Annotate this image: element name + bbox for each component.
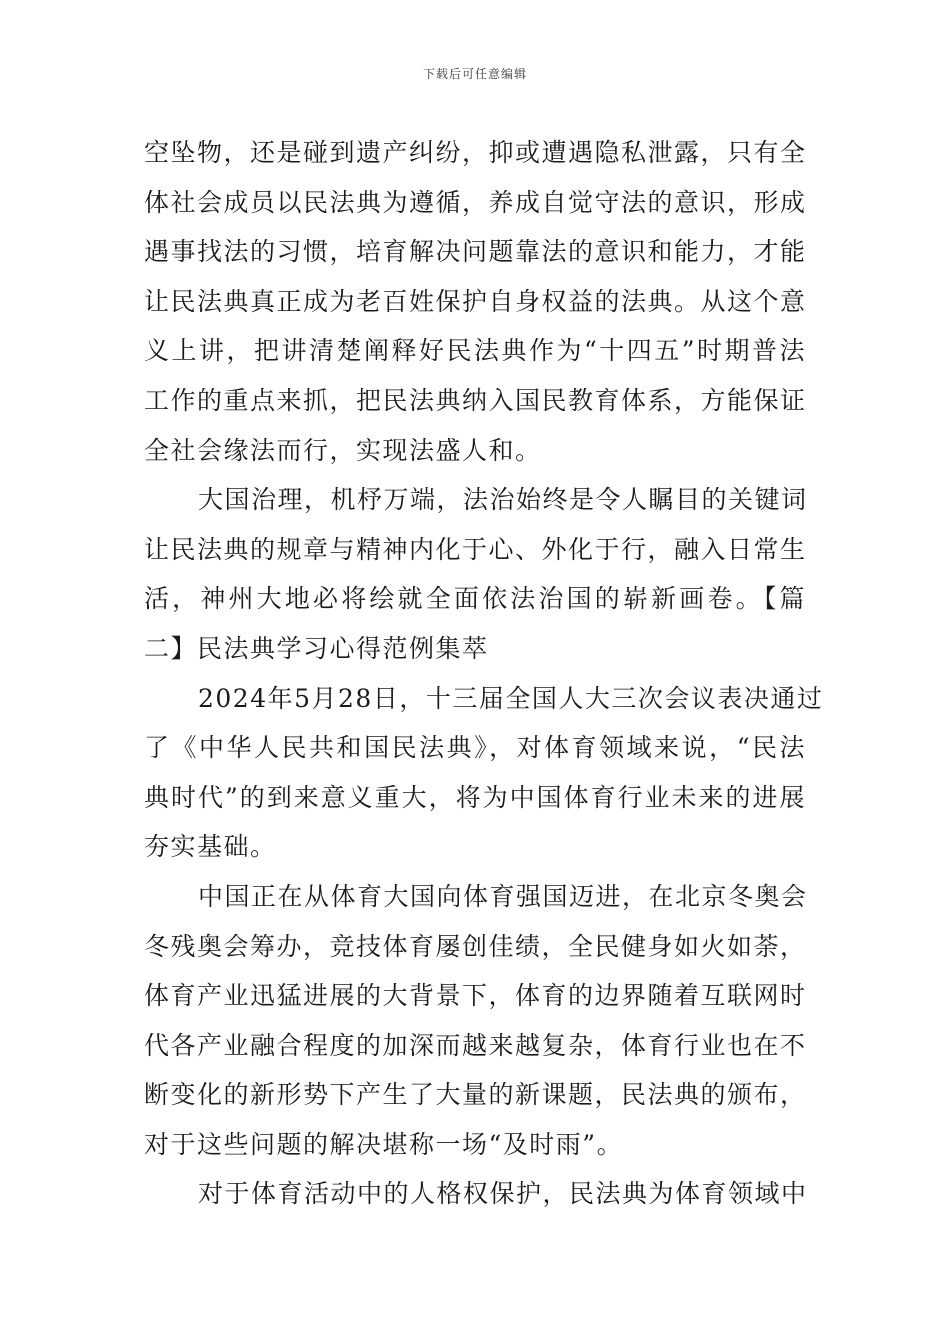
text-line: 遇事找法的习惯，培育解决问题靠法的意识和能力，才能 [144,237,807,267]
text-line: 工作的重点来抓，把民法典纳入国民教育体系，方能保证 [144,385,807,415]
text-line: 让民法典真正成为老百姓保护自身权益的法典。从这个意 [144,286,807,316]
text-line: 对于这些问题的解决堪称一场“及时雨”。 [144,1129,624,1159]
text-line: 活，神州大地必将绘就全面依法治国的崭新画卷。【篇 [144,584,806,614]
text-line: 了《中华人民共和国民法典》，对体育领域来说，“民法 [144,733,806,763]
paragraph-first-line: 2024年5月28日，十三届全国人大三次会议表决通过 [198,683,824,713]
section-heading-line: 二】民法典学习心得范例集萃 [144,633,489,663]
text-line: 夯实基础。 [144,832,277,862]
text-line: 断变化的新形势下产生了大量的新课题，民法典的颁布， [144,1080,807,1110]
text-line: 冬残奥会筹办，竞技体育屡创佳绩，全民健身如火如荼， [144,931,807,961]
text-line: 全社会缘法而行，实现法盛人和。 [144,435,542,465]
text-line: 体育产业迅猛进展的大背景下，体育的边界随着互联网时 [144,981,807,1011]
text-line: 典时代”的到来意义重大，将为中国体育行业未来的进展 [144,782,806,812]
text-line: 义上讲，把讲清楚阐释好民法典作为“十四五”时期普法 [144,336,806,366]
paragraph-first-line: 大国治理，机杼万端，法治始终是令人瞩目的关键词 [198,485,808,515]
text-line: 让民法典的规章与精神内化于心、外化于行，融入日常生 [144,534,807,564]
text-line: 代各产业融合程度的加深而越来越复杂，体育行业也在不 [144,1030,807,1060]
paragraph-first-line: 对于体育活动中的人格权保护，民法典为体育领域中 [198,1179,808,1209]
text-line: 体社会成员以民法典为遵循，养成自觉守法的意识，形成 [144,187,807,217]
page-header-caption: 下载后可任意编辑 [422,67,527,81]
text-line: 空坠物，还是碰到遗产纠纷，抑或遭遇隐私泄露，只有全 [144,138,807,167]
paragraph-first-line: 中国正在从体育大国向体育强国迈进，在北京冬奥会 [198,881,808,911]
document-body [144,128,824,1219]
